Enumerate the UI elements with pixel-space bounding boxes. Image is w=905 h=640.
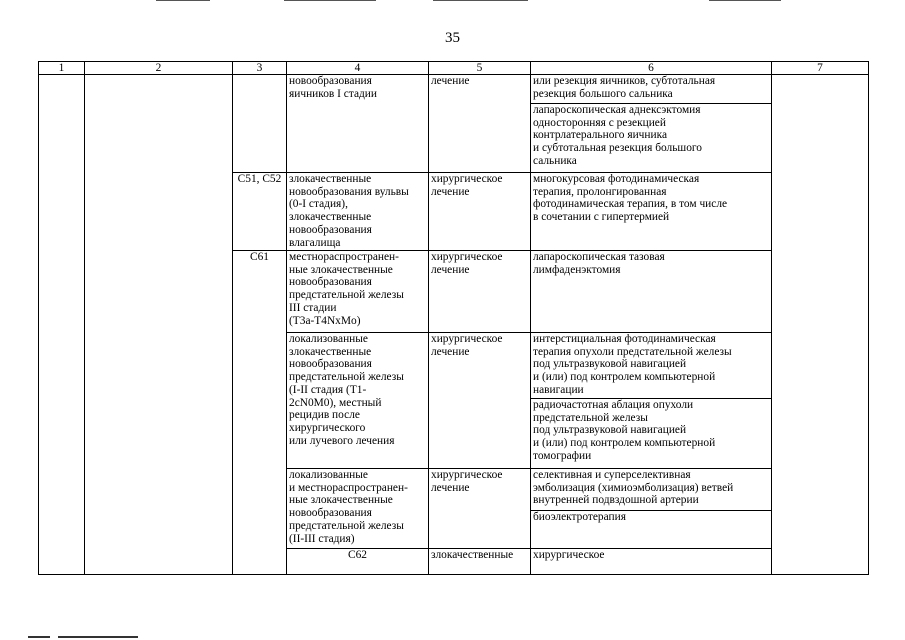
method-cell: биоэлектротерапия — [531, 511, 772, 549]
icd-code-cell: C61 — [233, 251, 287, 575]
method-cell: многокурсовая фотодинамическая терапия, пролонгированная фотодинамическая терапия, в том числе в сочетании с гипертермией — [531, 173, 772, 251]
diagnosis-cell: злокачественные — [429, 549, 531, 575]
column-number: 4 — [287, 62, 429, 75]
diagnosis-cell: локализованные и местнораспространен- ные злокачественные новообразования предстательной железы (II-III стадия) — [287, 469, 429, 549]
diagnosis-cell: местнораспространен- ные злокачественные новообразования предстательной железы III стадии (T3a-T4NxMo) — [287, 251, 429, 333]
bottom-rule-left — [28, 636, 50, 638]
top-rule-center — [433, 0, 528, 1]
top-rule-left — [156, 0, 210, 1]
diagnosis-cell: злокачественные новообразования вульвы (0-I стадия), злокачественные новообразования влагалища — [287, 173, 429, 251]
page-number: 35 — [445, 30, 460, 46]
method-cell: интерстициальная фотодинамическая терапия опухоли предстательной железы под ультразвуковой навигацией и (или) под контролем компьютерной навигации — [531, 333, 772, 399]
treatment-cell: хирургическое лечение — [429, 333, 531, 469]
icd-code-cell: C62 — [287, 549, 429, 575]
method-cell: лапароскопическая тазовая лимфаденэктомия — [531, 251, 772, 333]
column-number: 7 — [772, 62, 869, 75]
column-number: 1 — [39, 62, 85, 75]
column-1-cell — [39, 75, 85, 575]
method-cell: или резекция яичников, субтотальная резекция большого сальника — [531, 75, 772, 104]
icd-code-cell: C51, C52 — [233, 173, 287, 251]
diagnosis-cell: локализованные злокачественные новообразования предстательной железы (I-II стадия (T1- 2cN0M0), местный рецидив после хирургического или лучевого лечения — [287, 333, 429, 469]
procedures-table — [38, 61, 869, 575]
column-number: 6 — [531, 62, 772, 75]
treatment-cell: хирургическое — [531, 549, 772, 575]
column-number: 5 — [429, 62, 531, 75]
treatment-cell: хирургическое лечение — [429, 173, 531, 251]
diagnosis-cell: новообразования яичников I стадии — [287, 75, 429, 173]
top-rule-right — [709, 0, 781, 1]
method-cell: лапароскопическая аднексэктомия односторонняя с резекцией контрлатерального яичника и субтотальная резекция большого сальника — [531, 104, 772, 173]
column-2-cell — [85, 75, 233, 575]
icd-code-cell — [233, 75, 287, 173]
method-cell: селективная и суперселективная эмболизация (химиоэмболизация) ветвей внутренней подвздошной артерии — [531, 469, 772, 511]
treatment-cell: лечение — [429, 75, 531, 173]
treatment-cell: хирургическое лечение — [429, 251, 531, 333]
column-7-cell — [772, 75, 869, 575]
table-row — [39, 75, 869, 104]
column-number: 3 — [233, 62, 287, 75]
column-number-row — [39, 62, 869, 75]
top-rule-middle — [284, 0, 376, 1]
bottom-rule-middle — [58, 636, 138, 638]
method-cell: радиочастотная аблация опухоли предстательной железы под ультразвуковой навигацией и (или) под контролем компьютерной томографии — [531, 399, 772, 469]
treatment-cell: хирургическое лечение — [429, 469, 531, 549]
column-number: 2 — [85, 62, 233, 75]
